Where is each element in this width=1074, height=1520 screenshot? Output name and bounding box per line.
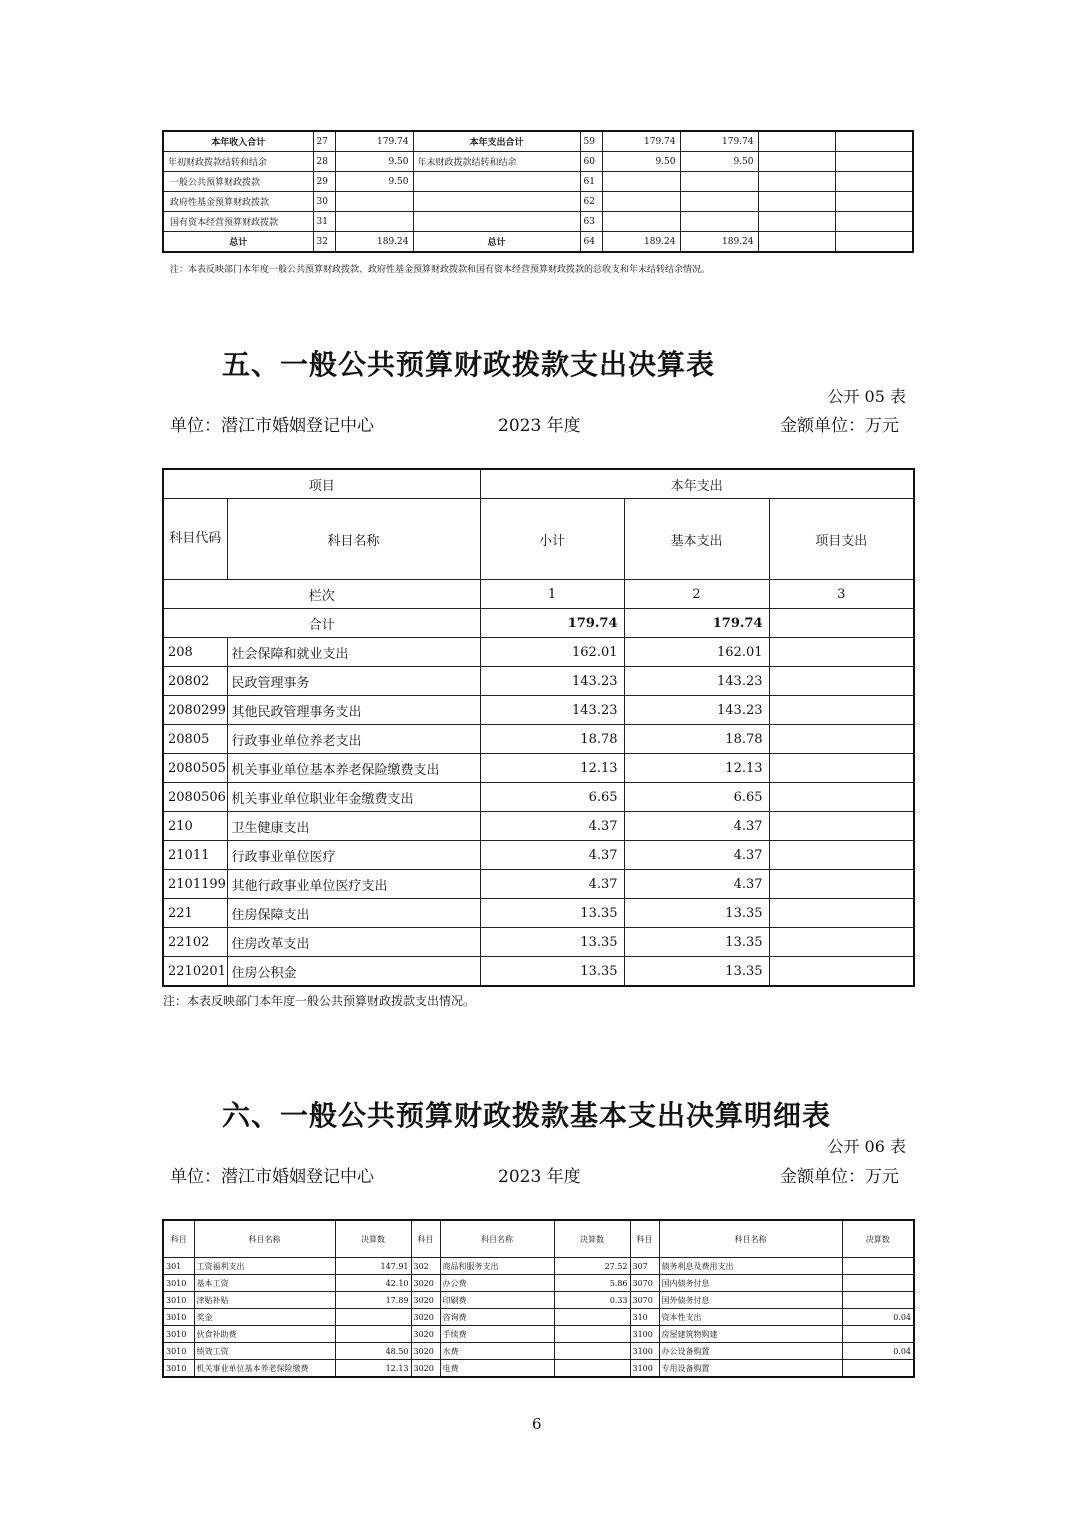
project-expenditure-value xyxy=(769,812,914,841)
subject-code: 20805 xyxy=(163,725,227,754)
final-amount xyxy=(842,1275,914,1292)
subject-name: 基本工资 xyxy=(194,1275,335,1292)
empty-cell xyxy=(758,212,835,232)
empty-cell xyxy=(835,131,913,152)
expense-item-name xyxy=(413,212,580,232)
subtotal-value: 4.37 xyxy=(480,841,624,870)
subject-name: 行政事业单位养老支出 xyxy=(227,725,480,754)
project-expenditure-value xyxy=(769,957,914,987)
basic-expenditure-value: 18.78 xyxy=(624,725,769,754)
expense-item-name xyxy=(413,192,580,212)
subject-code: 3070 xyxy=(630,1275,659,1292)
subject-name: 房屋建筑物购建 xyxy=(659,1326,842,1343)
subject-name: 奖金 xyxy=(194,1309,335,1326)
final-amount: 0.04 xyxy=(842,1343,914,1360)
expense-item-name: 年末财政拨款结转和结余 xyxy=(413,152,580,172)
subtotal-value: 143.23 xyxy=(480,667,624,696)
table-row xyxy=(163,1360,914,1378)
header-code: 科目代码 xyxy=(163,499,227,580)
subject-name: 住房改革支出 xyxy=(227,928,480,957)
subtotal-value: 18.78 xyxy=(480,725,624,754)
income-expense-summary-table xyxy=(162,130,914,253)
subject-code: 210 xyxy=(163,812,227,841)
subject-name: 机关事业单位职业年金缴费支出 xyxy=(227,783,480,812)
subject-name: 民政管理事务 xyxy=(227,667,480,696)
final-amount xyxy=(554,1360,630,1378)
final-amount xyxy=(842,1360,914,1378)
income-line-no: 32 xyxy=(313,232,335,253)
project-expenditure-value xyxy=(769,783,914,812)
final-amount: 12.13 xyxy=(335,1360,411,1378)
subject-code: 3020 xyxy=(411,1343,440,1360)
income-line-no: 27 xyxy=(313,131,335,152)
subject-code: 2080299 xyxy=(163,696,227,725)
header-amount-1: 决算数 xyxy=(335,1220,411,1258)
table-row xyxy=(163,928,914,957)
expense-line-no: 60 xyxy=(580,152,602,172)
subject-name: 债务利息及费用支出 xyxy=(659,1258,842,1275)
basic-expenditure-value: 143.23 xyxy=(624,667,769,696)
subject-name: 办公设备购置 xyxy=(659,1343,842,1360)
empty-cell xyxy=(758,131,835,152)
subject-name: 国外债务付息 xyxy=(659,1292,842,1309)
table-row xyxy=(163,870,914,899)
subject-code: 21011 xyxy=(163,841,227,870)
table-row xyxy=(163,725,914,754)
final-amount xyxy=(335,1309,411,1326)
expense-line-no: 62 xyxy=(580,192,602,212)
table-row xyxy=(163,1343,914,1360)
section5-unit: 单位：潜江市婚姻登记中心 xyxy=(170,416,374,436)
subject-name: 社会保障和就业支出 xyxy=(227,638,480,667)
subject-name: 住房公积金 xyxy=(227,957,480,987)
table-row xyxy=(163,1292,914,1309)
total-project xyxy=(769,609,914,638)
header-code-1: 科目 xyxy=(163,1220,194,1258)
subject-name: 印刷费 xyxy=(440,1292,554,1309)
page-number: 6 xyxy=(532,1415,542,1433)
subject-name: 绩效工资 xyxy=(194,1343,335,1360)
project-expenditure-value xyxy=(769,841,914,870)
header-amount-3: 决算数 xyxy=(842,1220,914,1258)
table-row xyxy=(163,152,913,172)
income-line-no: 29 xyxy=(313,172,335,192)
table-row xyxy=(163,638,914,667)
header-item: 项目 xyxy=(163,469,480,499)
subject-name: 伙食补助费 xyxy=(194,1326,335,1343)
income-amount: 9.50 xyxy=(335,172,413,192)
empty-cell xyxy=(758,152,835,172)
final-amount: 5.86 xyxy=(554,1275,630,1292)
empty-cell xyxy=(758,232,835,253)
income-item-name: 总计 xyxy=(163,232,313,253)
basic-expenditure-detail-table xyxy=(162,1219,915,1378)
basic-expenditure-value: 6.65 xyxy=(624,783,769,812)
table-row xyxy=(163,232,913,253)
expense-item-name xyxy=(413,172,580,192)
subject-name: 行政事业单位医疗 xyxy=(227,841,480,870)
section5-table-tag: 公开 05 表 xyxy=(827,387,906,406)
expense-amount-2 xyxy=(680,212,758,232)
final-amount: 147.91 xyxy=(335,1258,411,1275)
empty-cell xyxy=(835,152,913,172)
expense-amount-2: 9.50 xyxy=(680,152,758,172)
table-row xyxy=(163,172,913,192)
expense-amount-1 xyxy=(602,212,680,232)
basic-expenditure-value: 162.01 xyxy=(624,638,769,667)
section6-amount-unit: 金额单位：万元 xyxy=(780,1167,899,1187)
table-row xyxy=(163,1275,914,1292)
empty-cell xyxy=(835,232,913,253)
table-row xyxy=(163,696,914,725)
expense-item-name: 总计 xyxy=(413,232,580,253)
final-amount xyxy=(842,1258,914,1275)
subtotal-value: 143.23 xyxy=(480,696,624,725)
basic-expenditure-value: 143.23 xyxy=(624,696,769,725)
subtotal-value: 6.65 xyxy=(480,783,624,812)
subject-name: 卫生健康支出 xyxy=(227,812,480,841)
subtotal-value: 13.35 xyxy=(480,957,624,987)
expense-amount-1 xyxy=(602,172,680,192)
basic-expenditure-value: 13.35 xyxy=(624,899,769,928)
income-line-no: 31 xyxy=(313,212,335,232)
section5-amount-unit: 金额单位：万元 xyxy=(780,416,899,436)
final-amount: 27.52 xyxy=(554,1258,630,1275)
final-amount: 0.33 xyxy=(554,1292,630,1309)
subject-name: 工资福利支出 xyxy=(194,1258,335,1275)
final-amount: 0.04 xyxy=(842,1309,914,1326)
expense-amount-2 xyxy=(680,192,758,212)
expense-amount-1: 9.50 xyxy=(602,152,680,172)
subject-code: 3010 xyxy=(163,1309,194,1326)
header-code-3: 科目 xyxy=(630,1220,659,1258)
subject-code: 3010 xyxy=(163,1360,194,1378)
empty-cell xyxy=(758,192,835,212)
header-subtotal: 小计 xyxy=(480,499,624,580)
expense-amount-2: 189.24 xyxy=(680,232,758,253)
total-subtotal: 179.74 xyxy=(480,609,624,638)
header-column-no: 栏次 xyxy=(163,580,480,609)
project-expenditure-value xyxy=(769,696,914,725)
section5-note: 注：本表反映部门本年度一般公共预算财政拨款支出情况。 xyxy=(163,994,476,1008)
expense-line-no: 63 xyxy=(580,212,602,232)
project-expenditure-value xyxy=(769,725,914,754)
subject-code: 301 xyxy=(163,1258,194,1275)
subject-code: 20802 xyxy=(163,667,227,696)
final-amount: 42.10 xyxy=(335,1275,411,1292)
income-amount: 189.24 xyxy=(335,232,413,253)
income-item-name: 国有资本经营预算财政拨款 xyxy=(163,212,313,232)
subject-code: 302 xyxy=(411,1258,440,1275)
subject-code: 22102 xyxy=(163,928,227,957)
table-row xyxy=(163,812,914,841)
total-basic: 179.74 xyxy=(624,609,769,638)
subject-code: 3020 xyxy=(411,1292,440,1309)
empty-cell xyxy=(758,172,835,192)
project-expenditure-value xyxy=(769,638,914,667)
final-amount: 17.89 xyxy=(335,1292,411,1309)
final-amount xyxy=(554,1326,630,1343)
subject-code: 3020 xyxy=(411,1326,440,1343)
basic-expenditure-value: 4.37 xyxy=(624,812,769,841)
final-amount xyxy=(335,1326,411,1343)
table1-note: 注：本表反映部门本年度一般公共预算财政拨款、政府性基金预算财政拨款和国有资本经营预算财政拨款的总收支和年末结转结余情况。 xyxy=(170,265,711,275)
subtotal-value: 162.01 xyxy=(480,638,624,667)
header-amount-2: 决算数 xyxy=(554,1220,630,1258)
header-code-2: 科目 xyxy=(411,1220,440,1258)
basic-expenditure-value: 13.35 xyxy=(624,928,769,957)
subject-name: 机关事业单位基本养老保险缴费支出 xyxy=(227,754,480,783)
header-project: 项目支出 xyxy=(769,499,914,580)
table-row xyxy=(163,1309,914,1326)
subject-code: 2101199 xyxy=(163,870,227,899)
header-basic: 基本支出 xyxy=(624,499,769,580)
subject-name: 其他民政管理事务支出 xyxy=(227,696,480,725)
section6-year: 2023 年度 xyxy=(498,1167,581,1187)
subject-name: 专用设备购置 xyxy=(659,1360,842,1378)
income-item-name: 政府性基金预算财政拨款 xyxy=(163,192,313,212)
basic-expenditure-value: 4.37 xyxy=(624,870,769,899)
subject-code: 3010 xyxy=(163,1292,194,1309)
subject-name: 资本性支出 xyxy=(659,1309,842,1326)
expense-line-no: 61 xyxy=(580,172,602,192)
header-col3: 3 xyxy=(769,580,914,609)
subject-name: 机关事业单位基本养老保险缴费 xyxy=(194,1360,335,1378)
section6-unit: 单位：潜江市婚姻登记中心 xyxy=(170,1167,374,1187)
subject-code: 3010 xyxy=(163,1343,194,1360)
subject-name: 商品和服务支出 xyxy=(440,1258,554,1275)
project-expenditure-value xyxy=(769,667,914,696)
subtotal-value: 4.37 xyxy=(480,870,624,899)
subject-name: 水费 xyxy=(440,1343,554,1360)
basic-expenditure-value: 12.13 xyxy=(624,754,769,783)
income-item-name: 年初财政拨款结转和结余 xyxy=(163,152,313,172)
subject-code: 3100 xyxy=(630,1360,659,1378)
subject-name: 国内债务付息 xyxy=(659,1275,842,1292)
subject-name: 住房保障支出 xyxy=(227,899,480,928)
final-amount xyxy=(554,1343,630,1360)
header-name: 科目名称 xyxy=(227,499,480,580)
final-amount xyxy=(554,1309,630,1326)
project-expenditure-value xyxy=(769,899,914,928)
subject-code: 2210201 xyxy=(163,957,227,987)
subject-name: 手续费 xyxy=(440,1326,554,1343)
expense-item-name: 本年支出合计 xyxy=(413,131,580,152)
expense-amount-1 xyxy=(602,192,680,212)
project-expenditure-value xyxy=(769,928,914,957)
table-row xyxy=(163,957,914,987)
subject-code: 3020 xyxy=(411,1309,440,1326)
subject-code: 3010 xyxy=(163,1326,194,1343)
income-amount: 179.74 xyxy=(335,131,413,152)
subtotal-value: 4.37 xyxy=(480,812,624,841)
income-amount: 9.50 xyxy=(335,152,413,172)
expense-amount-2 xyxy=(680,172,758,192)
subject-code: 2080506 xyxy=(163,783,227,812)
subject-code: 2080505 xyxy=(163,754,227,783)
subject-name: 电费 xyxy=(440,1360,554,1378)
section6-table-tag: 公开 06 表 xyxy=(827,1137,906,1156)
header-name-3: 科目名称 xyxy=(659,1220,842,1258)
project-expenditure-value xyxy=(769,754,914,783)
expense-line-no: 59 xyxy=(580,131,602,152)
expense-line-no: 64 xyxy=(580,232,602,253)
section6-title: 六、一般公共预算财政拨款基本支出决算明细表 xyxy=(222,1099,832,1132)
income-line-no: 30 xyxy=(313,192,335,212)
expenditure-table xyxy=(162,468,915,987)
subject-name: 咨询费 xyxy=(440,1309,554,1326)
subject-code: 3020 xyxy=(411,1360,440,1378)
subject-code: 3100 xyxy=(630,1343,659,1360)
empty-cell xyxy=(835,172,913,192)
table-row xyxy=(163,754,914,783)
table-row xyxy=(163,667,914,696)
expense-amount-2: 179.74 xyxy=(680,131,758,152)
table-row xyxy=(163,899,914,928)
subtotal-value: 13.35 xyxy=(480,899,624,928)
subtotal-value: 12.13 xyxy=(480,754,624,783)
header-name-2: 科目名称 xyxy=(440,1220,554,1258)
subject-code: 3020 xyxy=(411,1275,440,1292)
section5-title: 五、一般公共预算财政拨款支出决算表 xyxy=(222,348,716,381)
final-amount xyxy=(842,1326,914,1343)
subject-code: 307 xyxy=(630,1258,659,1275)
subject-code: 3100 xyxy=(630,1326,659,1343)
subject-code: 208 xyxy=(163,638,227,667)
subject-name: 津贴补贴 xyxy=(194,1292,335,1309)
subject-name: 其他行政事业单位医疗支出 xyxy=(227,870,480,899)
section5-year: 2023 年度 xyxy=(498,416,581,436)
income-line-no: 28 xyxy=(313,152,335,172)
total-label: 合计 xyxy=(163,609,480,638)
table-row xyxy=(163,1326,914,1343)
expense-amount-1: 179.74 xyxy=(602,131,680,152)
table-row xyxy=(163,841,914,870)
final-amount xyxy=(842,1292,914,1309)
empty-cell xyxy=(835,212,913,232)
table-row xyxy=(163,212,913,232)
expense-amount-1: 189.24 xyxy=(602,232,680,253)
basic-expenditure-value: 4.37 xyxy=(624,841,769,870)
income-amount xyxy=(335,212,413,232)
subject-code: 221 xyxy=(163,899,227,928)
header-col2: 2 xyxy=(624,580,769,609)
table-row xyxy=(163,192,913,212)
subtotal-value: 13.35 xyxy=(480,928,624,957)
table-row xyxy=(163,1258,914,1275)
header-name-1: 科目名称 xyxy=(194,1220,335,1258)
income-item-name: 一般公共预算财政拨款 xyxy=(163,172,313,192)
project-expenditure-value xyxy=(769,870,914,899)
basic-expenditure-value: 13.35 xyxy=(624,957,769,987)
header-col1: 1 xyxy=(480,580,624,609)
subject-name: 办公费 xyxy=(440,1275,554,1292)
table-row xyxy=(163,131,913,152)
table-row xyxy=(163,783,914,812)
header-this-year: 本年支出 xyxy=(480,469,914,499)
income-amount xyxy=(335,192,413,212)
income-item-name: 本年收入合计 xyxy=(163,131,313,152)
final-amount: 48.50 xyxy=(335,1343,411,1360)
empty-cell xyxy=(835,192,913,212)
subject-code: 310 xyxy=(630,1309,659,1326)
subject-code: 3010 xyxy=(163,1275,194,1292)
subject-code: 3070 xyxy=(630,1292,659,1309)
